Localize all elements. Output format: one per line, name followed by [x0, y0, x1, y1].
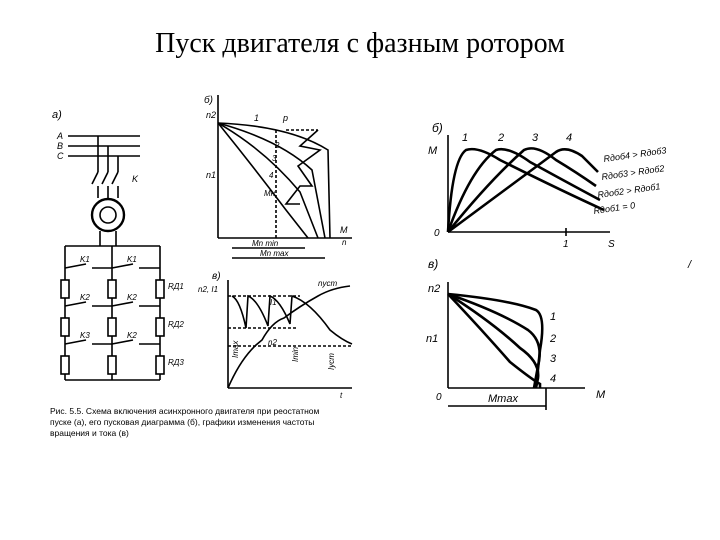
legend-rdob2: Rдоб2 > Rдоб1	[596, 181, 662, 200]
imax-label: Imax	[231, 340, 240, 358]
curve-4	[448, 294, 540, 388]
curve-4-label: 4	[269, 171, 274, 180]
point-p-label: p	[283, 113, 289, 123]
y-tick-n1: n1	[206, 170, 217, 180]
speed-curve	[228, 286, 350, 388]
curve-4	[448, 149, 598, 232]
caption-line-2: пуске (а), его пусковая диаграмма (б), графики изменения частоты	[50, 417, 315, 427]
contact-k1-right: K1	[127, 255, 137, 264]
x-axis-t-label: t	[340, 391, 343, 400]
bus-label-c: C	[57, 151, 64, 161]
caption-line-1: Рис. 5.5. Схема включения асинхронного двигателя при реостатном	[50, 406, 320, 416]
y-tick-n1: n1	[426, 333, 439, 345]
slide-title: Пуск двигателя с фазным ротором	[155, 28, 565, 59]
y-tick-n2: n2	[206, 110, 217, 120]
curve-2-label: 2	[275, 141, 280, 150]
bus-label-a: A	[57, 131, 64, 141]
y-axis-m-label: M	[428, 145, 438, 157]
contact-k2b-right: K2	[127, 331, 137, 340]
resistor-rd3-label: RД3	[168, 358, 184, 367]
mmin-label: Mn min	[252, 239, 279, 248]
contact-k2-left: K2	[80, 293, 90, 302]
curve-1-label: 1	[254, 113, 260, 123]
curve-2-label: 2	[498, 132, 505, 144]
chart-v-right-label: в)	[428, 257, 439, 271]
bus-label-b: B	[57, 141, 64, 151]
mn-label: Mн	[264, 189, 276, 198]
caption-line-3: вращения и тока (в)	[50, 428, 129, 438]
circuit-label: а)	[52, 109, 62, 121]
current-curve	[232, 296, 352, 344]
curve-3-label: 3	[550, 353, 557, 365]
y-tick-n2: n2	[428, 283, 441, 295]
curve-1-label: 1	[550, 311, 557, 323]
chart-b-right	[428, 121, 667, 250]
curve-2-label: 2	[550, 333, 557, 345]
mmax-label: Mmax	[488, 393, 518, 405]
contact-k2-right: K2	[127, 293, 137, 302]
chart-v-right	[426, 257, 692, 410]
x-tick-1: 1	[563, 239, 569, 250]
contact-k1-left: K1	[80, 255, 90, 264]
i1-label: I1	[270, 298, 277, 307]
circuit-diagram	[52, 109, 184, 380]
chart-b-left	[204, 94, 352, 258]
curve-4-label: 4	[550, 373, 557, 385]
staircase	[286, 130, 320, 204]
curve-4-label: 4	[566, 132, 573, 144]
chart-b-left-label: б)	[204, 95, 213, 106]
resistor-rd1-label: RД1	[168, 282, 184, 291]
x-axis-m-label: M	[340, 225, 348, 235]
mmax-label: Mn max	[260, 249, 289, 258]
figure-caption	[50, 406, 320, 438]
chart-v-left-label: в)	[212, 271, 221, 282]
curve-1-label: 1	[462, 132, 469, 144]
curve-3	[448, 148, 596, 232]
chart-v-left	[198, 271, 352, 400]
chart-b-right-label: б)	[432, 121, 443, 135]
origin-label: 0	[434, 228, 440, 239]
x-axis-m-label: M	[596, 389, 606, 401]
curve-3-label: 3	[272, 154, 277, 163]
legend-rdob3: Rдоб3 > Rдоб2	[600, 163, 666, 182]
contact-k3-left: K3	[80, 331, 90, 340]
x-axis-s-label: S	[608, 239, 615, 250]
nust-label: nуст	[318, 279, 338, 288]
curve-4	[218, 123, 308, 238]
resistor-rd2-label: RД2	[168, 320, 184, 329]
iust-label: Iуст	[327, 353, 336, 370]
legend-rdob1: Rдоб1 = 0	[592, 200, 636, 216]
imin-label: Imin	[291, 346, 300, 362]
switch-k-label: K	[132, 174, 139, 184]
curve-3-label: 3	[532, 132, 539, 144]
x-end-n-label: n	[342, 238, 347, 247]
n2-label: n2	[268, 338, 277, 347]
svg-text:/: /	[688, 259, 692, 271]
origin-label: 0	[436, 392, 442, 403]
legend-rdob4: Rдоб4 > Rдоб3	[602, 145, 668, 164]
curve-2	[448, 149, 600, 232]
y-axis-label: n2, I1	[198, 285, 219, 294]
